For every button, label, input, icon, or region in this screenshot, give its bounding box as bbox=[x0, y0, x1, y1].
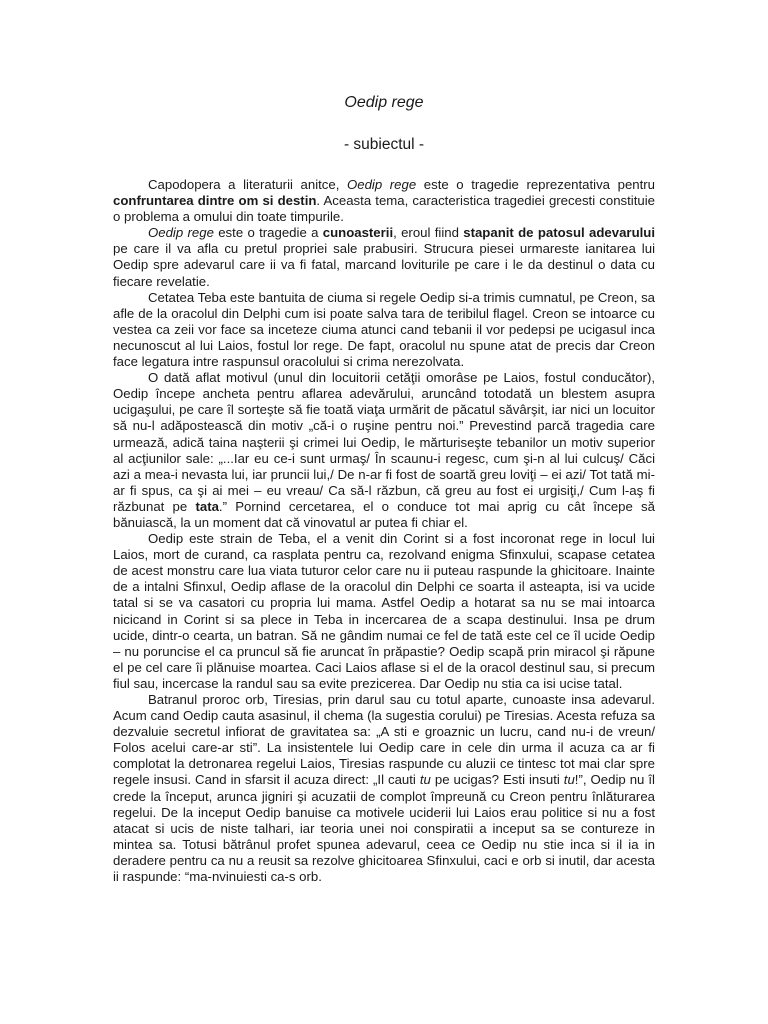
document-body bbox=[113, 177, 655, 885]
text-run: !”, Oedip nu îl crede la început, arunca jigniri şi acuzatii de complot împreună cu Creon pentru înlăturarea regelui. De la inceput Oedip banuise ca motivele uciderii lui Laios erau politice si nu a fost atacat si ucis de niste talhari, iar teoria unei noi conspiratii a inceput sa se contureze in mintea sa. Totusi bătrânul profet spunea adevarul, ceea ce Oedip nu stie inca si il ia in deradere pentru ca nu a reusit sa rezolve ghicitoarea Sfinxului, caci e orb si inutil, dar acesta ii raspunde: “ma-nvinuiesti ca-s orb. bbox=[113, 772, 655, 885]
paragraph bbox=[113, 290, 655, 370]
text-run: Batranul proroc orb, Tiresias, prin darul sau cu totul aparte, cunoaste insa adevarul. Acum cand Oedip cauta asasinul, il chema (la sugestia corului) pe Tiresias. Acesta refuza sa dezvaluie secretul infiorat de gravitatea sa: „A sti e groaznic un lucru, cand nu-i de vreun/ Folos acelui care-ar sti”. La insistentele lui Oedip care in cele din urma il acuza ca ar fi complotat la detronarea regelui Laios, Tiresias raspunde cu aluzii ce tintesc tot mai clar spre regele insusi. Cand in sfarsit il acuza direct: „Il cauti bbox=[113, 692, 655, 788]
text-run: . Aceasta tema, caracteristica tragediei grecesti constituie o problema a omului din toate timpurile. bbox=[113, 193, 655, 225]
text-run: , eroul fiind bbox=[393, 225, 464, 241]
text-run: Cetatea Teba este bantuita de ciuma si regele Oedip si-a trimis cumnatul, pe Creon, sa afle de la oracolul din Delphi cum isi poate salva tara de teribilul flagel. Creon se intoarce cu vestea ca zeii vor face sa inceteze ciuma atunci cand tebanii il vor pedepsi pe ucigasul inca necunoscut al lui Laios, fostul lor rege. De fapt, oracolul nu spune atat de precis dar Creon face legatura intre raspunsul oracolului si crima nerezolvata. bbox=[113, 289, 656, 370]
text-run: este o tragedie reprezentativa pentru bbox=[416, 177, 656, 192]
text-run: .” Pornind cercetarea, el o conduce tot mai aprig cu cât începe să bănuiască, la un moment dat că vinovatul ar putea fi chiar el. bbox=[113, 498, 655, 530]
italic-text: Oedip rege bbox=[346, 177, 417, 192]
paragraph bbox=[113, 531, 655, 692]
paragraph bbox=[113, 370, 655, 531]
bold-text: cunoasterii bbox=[322, 225, 394, 241]
italic-text: Oedip rege bbox=[148, 225, 214, 241]
text-run: este o tragedie a bbox=[213, 225, 323, 241]
bold-text: stapanit de patosul adevarului bbox=[463, 225, 656, 241]
paragraph bbox=[113, 692, 655, 885]
text-run: Oedip este strain de Teba, el a venit din Corint si a fost incoronat rege in locul lui Laios, mort de curand, ca rasplata pentru ca, rezolvand enigma Sfinxului, scapase cetatea de acest monstru care lua viata tuturor celor care nu ii puteau raspunde la ghicitoare. Inainte de a intalni Sfinxul, Oedip aflase de la oracolul din Delphi ce soarta il asteapta, isi va ucide tatal si se va casatori cu propria lui mama. Astfel Oedip a hotarat sa nu se mai intoarca nicicand in Corint si sa plece in Teba in incercarea de a scapa destinului. Insa pe drum ucide, dintr-o cearta, un batran. Să ne gândim numai ce fel de tată este cel ce îl ucide Oedip – nu poruncise el ca pruncul să fie aruncat în prăpastie? Oedip scapă prin miracol şi răpune el pe cel care îi plănuise moartea. Caci Laios aflase si el de la oracol destinul sau, si precum fiul sau, incercase la randul sau sa evite prezicerea. Dar Oedip nu stia ca isi ucise tatal. bbox=[113, 531, 655, 691]
italic-text: tu bbox=[563, 772, 575, 788]
text-run: pe care il va afla cu pretul propriei sale prabusiri. Strucura piesei urmareste ianitarea lui Oedip spre adevarul care ii va fi fatal, marcand loviturile pe care i le da destinul o data cu fiecare revelatie. bbox=[113, 241, 655, 289]
text-run: Capodopera a literaturii anitce, bbox=[148, 177, 347, 192]
text-run: pe ucigas? Esti insuti bbox=[430, 772, 564, 788]
paragraph bbox=[113, 177, 655, 225]
bold-text: tata bbox=[195, 498, 219, 514]
document-title: Oedip rege bbox=[344, 94, 424, 111]
text-run: O dată aflat motivul (unul din locuitorii cetăţii omorâse pe Laios, fostul conducător), Oedip începe ancheta pentru aflarea adevărului, aruncând totodată un blestem asupra ucigaşului, pe care îl sorteşte să fie toată viaţa urmărit de păcatul săvârşit, iar nici un locuitor să nu-l adăpostească din motiv „că-i o ruşine pentru noi.” Prevestind parcă tragedia care urmează, adică taina naşterii şi crimei lui Oedip, le mărturiseşte tebanilor un motiv superior al acţiunilor sale: „...Iar eu ce-i sunt urmaş/ În scaunu-i regesc, cum şi-n al lui culcuş/ Căci azi a mea-i nevasta lui, iar pruncii lui,/ De n-ar fi fost de soartă greu loviţi – ei azi/ Tot tată mi-ar fi spus, ca şi ai mei – eu vreau/ Ca să-l răzbun, că greu au fost ei urgisiţi,/ Cum l-aş fi răzbunat pe bbox=[113, 370, 655, 514]
italic-text: tu bbox=[419, 772, 431, 788]
paragraph bbox=[113, 225, 655, 289]
document-subtitle: - subiectul - bbox=[343, 136, 425, 153]
bold-text: confruntarea dintre om si destin bbox=[113, 193, 317, 209]
